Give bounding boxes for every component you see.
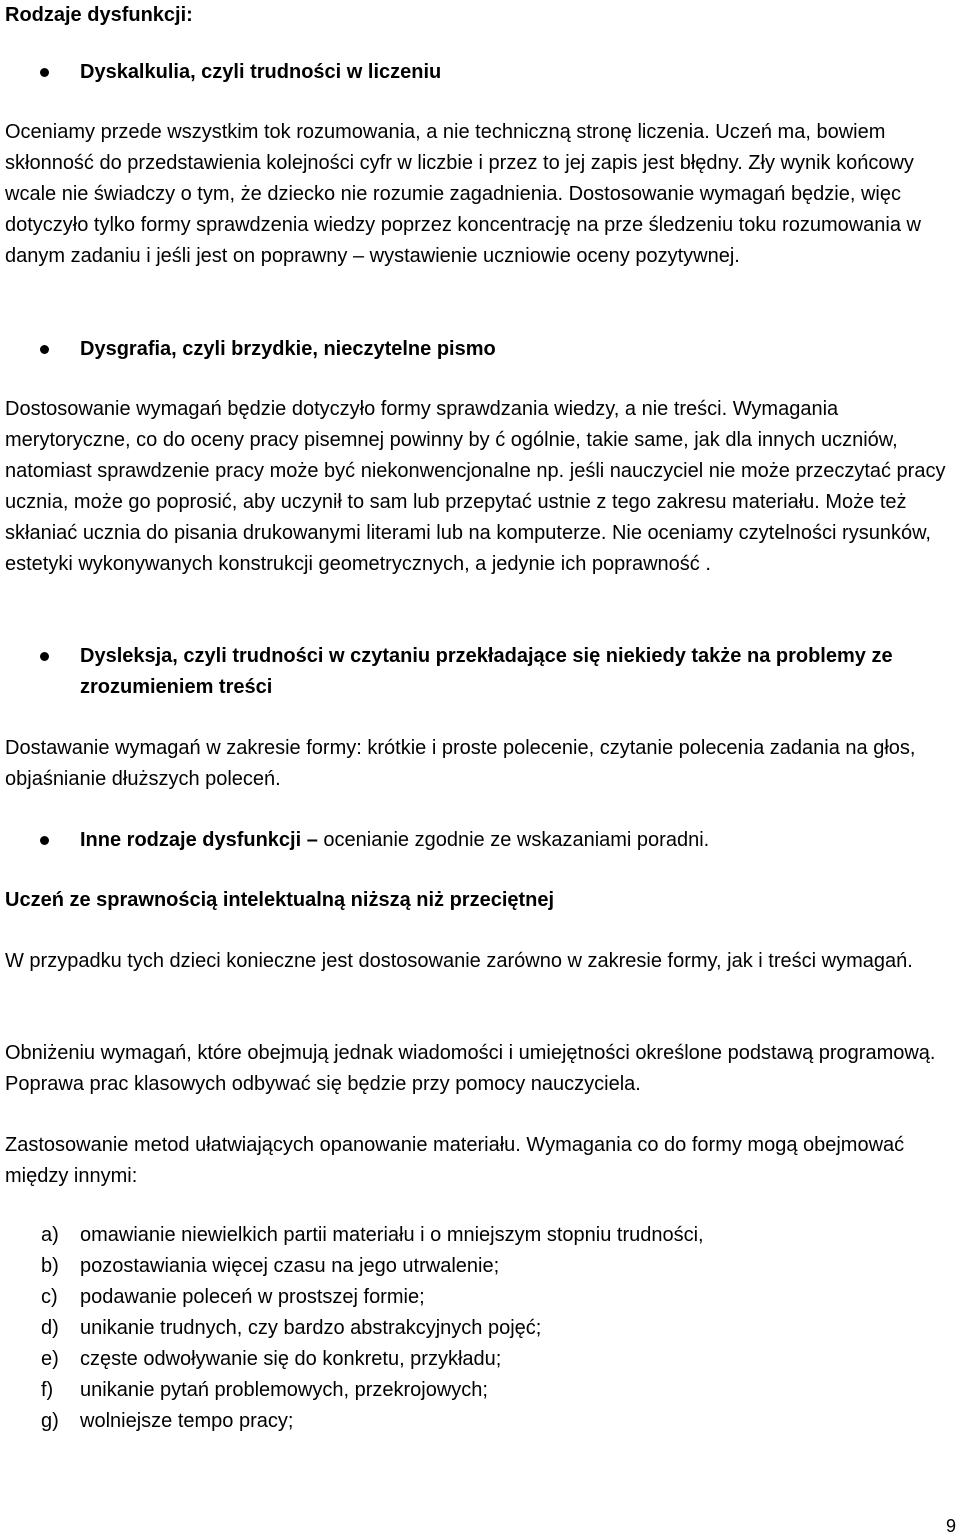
list-marker: b) <box>41 1255 59 1277</box>
list-marker: g) <box>41 1410 59 1432</box>
list-item-text: pozostawiania więcej czasu na jego utrwalenie; <box>80 1255 500 1277</box>
section-heading-intellectual: Uczeń ze sprawnością intelektualną niższą niż przeciętnej <box>5 889 555 911</box>
bullet-dot-icon <box>40 836 49 845</box>
list-marker: c) <box>41 1286 58 1308</box>
list-item <box>0 1344 954 1375</box>
list-item-text: unikanie trudnych, czy bardzo abstrakcyjnych pojęć; <box>80 1317 542 1339</box>
bullet-dot-icon <box>40 345 49 354</box>
bullet-label: Inne rodzaje dysfunkcji – <box>80 829 318 851</box>
list-item <box>0 1220 954 1251</box>
page-number: 9 <box>945 1516 956 1536</box>
bullet-label: Dysleksja, czyli trudności w czytaniu przekładające się niekiedy także na problemy ze zrozumieniem treści <box>80 645 893 698</box>
paragraph-dysleksja: Dostawanie wymagań w zakresie formy: krótkie i proste polecenie, czytanie polecenia zadania na głos, objaśnianie dłuższych poleceń. <box>5 737 916 790</box>
list-item <box>0 1375 954 1406</box>
paragraph-dysgrafia: Dostosowanie wymagań będzie dotyczyło formy sprawdzania wiedzy, a nie treści. Wymagania merytoryczne, co do oceny pracy pisemnej powinny by ć ogólnie, takie same, jak dla innych uczniów, natomiast sprawdzenie pracy może być niekonwencjonalne np. jeśli nauczyciel nie może przeczytać pracy ucznia, może go poprosić, aby uczynił to sam lub przepytać ustnie z tego zakresu materiału. Może też skłaniać ucznia do pisania drukowanymi literami lub na komputerze. Nie oceniamy czytelności rysunków, estetyki wykonywanych konstrukcji geometrycznych, a jedynie ich poprawność . <box>5 398 946 575</box>
bullet-label-rest: ocenianie zgodnie ze wskazaniami poradni. <box>317 829 710 851</box>
section-title: Rodzaje dysfunkcji: <box>5 4 193 26</box>
paragraph-intellectual-2: Obniżeniu wymagań, które obejmują jednak wiadomości i umiejętności określone podstawą programową. Poprawa prac klasowych odbywać się będzie przy pomocy nauczyciela. <box>5 1042 936 1095</box>
paragraph-intellectual-3: Zastosowanie metod ułatwiających opanowanie materiału. Wymagania co do formy mogą obejmować między innymi: <box>5 1134 905 1187</box>
list-marker: a) <box>41 1224 59 1246</box>
list-marker: d) <box>41 1317 59 1339</box>
bullet-dot-icon <box>40 652 49 661</box>
list-marker: f) <box>41 1379 54 1401</box>
list-marker: e) <box>41 1348 59 1370</box>
list-item-text: unikanie pytań problemowych, przekrojowych; <box>80 1379 488 1401</box>
list-item-text: omawianie niewielkich partii materiału i o mniejszym stopniu trudności, <box>80 1224 704 1246</box>
paragraph-dyskalkulia: Oceniamy przede wszystkim tok rozumowania, a nie techniczną stronę liczenia. Uczeń ma, bowiem skłonność do przedstawienia kolejności cyfr w liczbie i przez to jej zapis jest błędny. Zły wynik końcowy wcale nie świadczy o tym, że dziecko nie rozumie zagadnienia. Dostosowanie wymagań będzie, więc dotyczyło tylko formy sprawdzenia wiedzy poprzez koncentrację na prze śledzeniu toku rozumowania w danym zadaniu i jeśli jest on poprawny – wystawienie uczniowie oceny pozytywnej. <box>5 121 921 267</box>
bullet-label: Dyskalkulia, czyli trudności w liczeniu <box>80 61 442 83</box>
list-item-text: podawanie poleceń w prostszej formie; <box>80 1286 425 1308</box>
bullet-dot-icon <box>40 68 49 77</box>
list-item-text: częste odwoływanie się do konkretu, przykładu; <box>80 1348 502 1370</box>
list-item <box>0 1313 954 1344</box>
bullet-label: Dysgrafia, czyli brzydkie, nieczytelne pismo <box>80 338 496 360</box>
paragraph-intellectual-1: W przypadku tych dzieci konieczne jest dostosowanie zarówno w zakresie formy, jak i treści wymagań. <box>5 950 913 972</box>
list-item-text: wolniejsze tempo pracy; <box>80 1410 294 1432</box>
bullet-item-dysleksja <box>0 641 954 703</box>
list-item <box>0 1406 954 1437</box>
list-item <box>0 1282 954 1313</box>
list-item <box>0 1251 954 1282</box>
